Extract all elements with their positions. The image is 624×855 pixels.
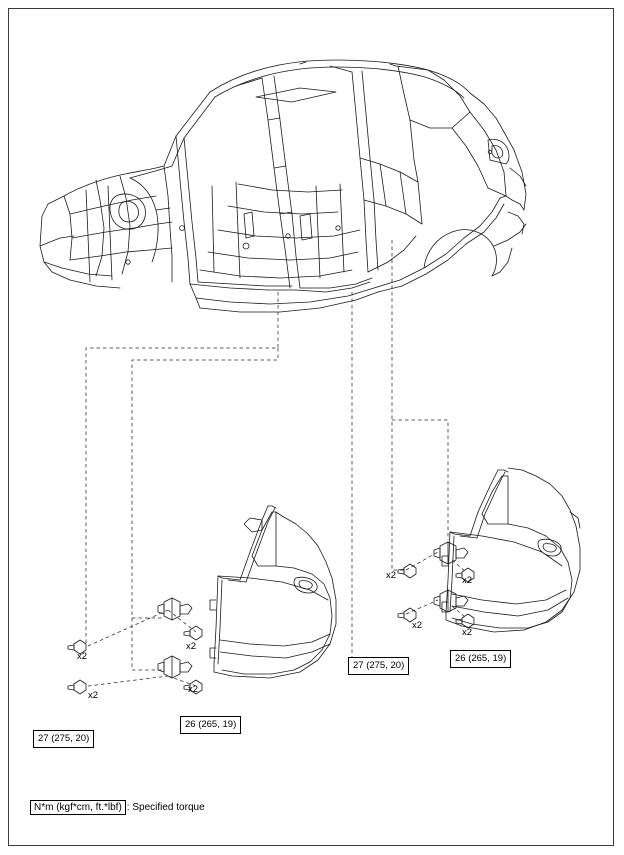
body-shell-outline [40, 60, 526, 312]
rear-qty-1: x2 [386, 570, 397, 581]
front-door-panel [210, 506, 336, 678]
rear-qty-2: x2 [412, 620, 423, 631]
front-qty-4: x2 [188, 684, 199, 695]
front-qty-1: x2 [77, 651, 88, 662]
torque-legend [30, 801, 205, 815]
front-upper-hinge-torque: 26 (265, 19) [180, 716, 241, 734]
front-lower-hinge-torque: 27 (275, 20) [33, 730, 94, 748]
leader-lines [86, 240, 466, 686]
rear-qty-3: x2 [462, 575, 473, 586]
rear-door-panel [442, 468, 580, 632]
front-qty-2: x2 [88, 690, 99, 701]
torque-unit-box: N*m (kgf*cm, ft.*lbf) [30, 800, 126, 815]
front-qty-3: x2 [186, 641, 197, 652]
rear-upper-hinge-torque: 26 (265, 19) [450, 650, 511, 668]
rear-qty-4: x2 [462, 627, 473, 638]
torque-legend-text: : Specified torque [126, 802, 205, 813]
rear-lower-hinge-torque: 27 (275, 20) [348, 657, 409, 675]
